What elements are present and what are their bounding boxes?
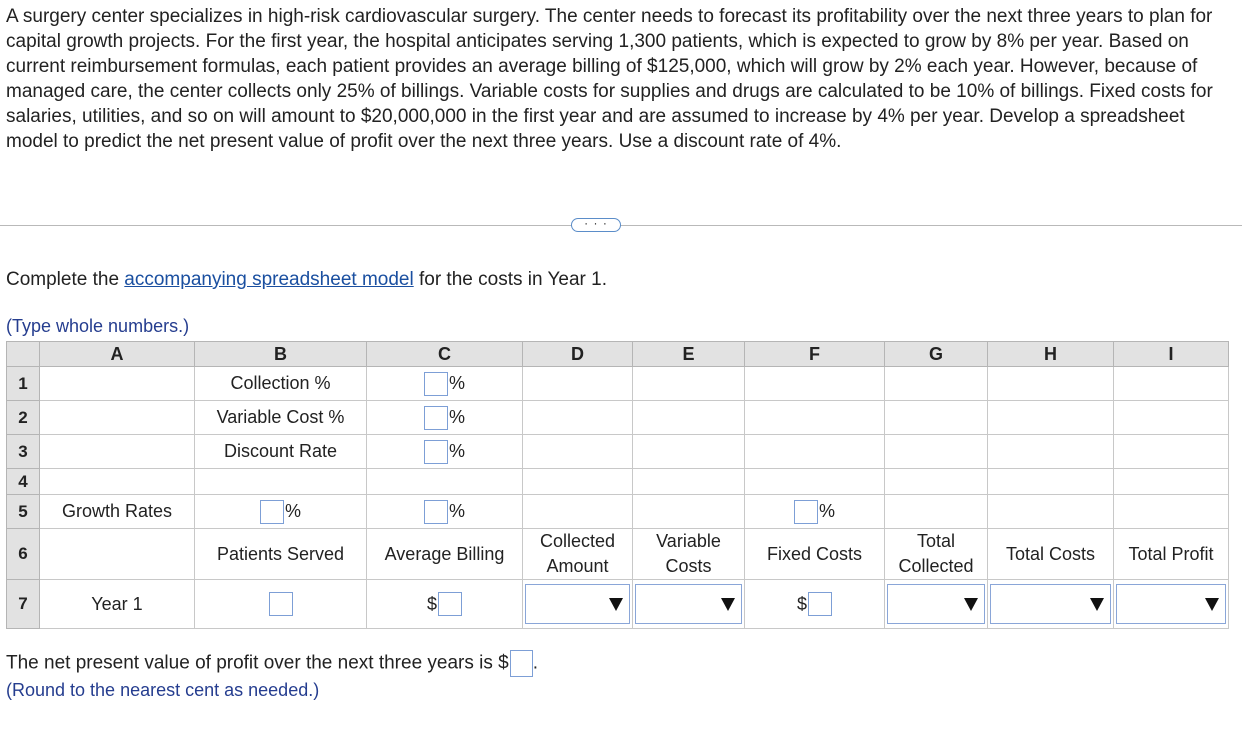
cell-b4 — [195, 469, 367, 495]
average-billing-input[interactable] — [438, 592, 462, 616]
column-header-h: H — [988, 342, 1114, 367]
cell-c4 — [367, 469, 523, 495]
cell-f5 — [745, 495, 885, 529]
type-whole-numbers-hint: (Type whole numbers.) — [6, 316, 190, 336]
cell-h7 — [988, 580, 1114, 629]
billing-growth-rate-input[interactable] — [424, 500, 448, 524]
patients-served-input[interactable] — [269, 592, 293, 616]
row-header-1: 1 — [7, 367, 40, 401]
variable-costs-label-line2: Costs — [665, 556, 712, 576]
percent-sign: % — [448, 441, 465, 461]
percent-sign: % — [448, 501, 465, 521]
cell-a6 — [40, 529, 195, 580]
sheet-row-1 — [7, 367, 1229, 401]
row-header-2: 2 — [7, 401, 40, 435]
cell-e5 — [633, 495, 745, 529]
rounding-hint: (Round to the nearest cent as needed.) — [6, 680, 320, 700]
dropdown-arrow-icon — [721, 598, 735, 611]
column-header-c: C — [367, 342, 523, 367]
cell-g3 — [885, 435, 988, 469]
column-header-a: A — [40, 342, 195, 367]
cell-a1 — [40, 367, 195, 401]
sheet-row-6 — [7, 529, 1229, 580]
cell-d3 — [523, 435, 633, 469]
corner-cell — [7, 342, 40, 367]
cell-d7 — [523, 580, 633, 629]
cell-i3 — [1114, 435, 1229, 469]
cell-i6: Total Profit — [1114, 529, 1229, 580]
cell-a7: Year 1 — [40, 580, 195, 629]
cell-h3 — [988, 435, 1114, 469]
cell-e7 — [633, 580, 745, 629]
cell-d4 — [523, 469, 633, 495]
cell-g2 — [885, 401, 988, 435]
cell-b6: Patients Served — [195, 529, 367, 580]
variable-costs-dropdown[interactable] — [635, 584, 742, 624]
section-divider — [0, 225, 1242, 226]
dollar-sign: $ — [796, 593, 807, 614]
cell-g1 — [885, 367, 988, 401]
cell-e2 — [633, 401, 745, 435]
total-collected-label-line1: Total — [916, 531, 956, 551]
cell-b1: Collection % — [195, 367, 367, 401]
cell-b3: Discount Rate — [195, 435, 367, 469]
cell-a5: Growth Rates — [40, 495, 195, 529]
dropdown-arrow-icon — [1205, 598, 1219, 611]
expand-more-button[interactable]: · · · — [571, 218, 621, 232]
cell-e3 — [633, 435, 745, 469]
cell-f2 — [745, 401, 885, 435]
cell-i2 — [1114, 401, 1229, 435]
cell-h5 — [988, 495, 1114, 529]
cell-h6: Total Costs — [988, 529, 1114, 580]
column-header-d: D — [523, 342, 633, 367]
percent-sign: % — [448, 373, 465, 393]
row-header-5: 5 — [7, 495, 40, 529]
cell-c3 — [367, 435, 523, 469]
variable-cost-percent-input[interactable] — [424, 406, 448, 430]
problem-statement: A surgery center specializes in high-risk cardiovascular surgery. The center needs to forecast its profitability over the next three years to plan for capital growth projects. For the first year, the hospital anticipates serving 1,300 patients, which is expected to grow by 8% per year. Based on current reimbursement formulas, each patient provides an average billing of $125,000, which will grow by 2% each year. However, because of managed care, the center collects only 25% of billings. Variable costs for supplies and drugs are calculated to be 10% of billings. Fixed costs for salaries, utilities, and so on will amount to $20,000,000 in the first year and are assumed to increase by 4% per year. Develop a spreadsheet model to predict the net present value of profit over the next three years. Use a discount rate of 4%. — [6, 6, 1213, 152]
cell-g7 — [885, 580, 988, 629]
cell-g5 — [885, 495, 988, 529]
row-header-4: 4 — [7, 469, 40, 495]
column-header-e: E — [633, 342, 745, 367]
discount-rate-input[interactable] — [424, 440, 448, 464]
collected-amount-dropdown[interactable] — [525, 584, 630, 624]
dropdown-arrow-icon — [1090, 598, 1104, 611]
cell-d2 — [523, 401, 633, 435]
cell-c7 — [367, 580, 523, 629]
column-header-g: G — [885, 342, 988, 367]
total-profit-dropdown[interactable] — [1116, 584, 1226, 624]
sheet-row-2 — [7, 401, 1229, 435]
dropdown-arrow-icon — [964, 598, 978, 611]
collection-percent-input[interactable] — [424, 372, 448, 396]
cell-c2 — [367, 401, 523, 435]
total-costs-dropdown[interactable] — [990, 584, 1111, 624]
cell-e6 — [633, 529, 745, 580]
cell-f3 — [745, 435, 885, 469]
cell-a2 — [40, 401, 195, 435]
variable-costs-label-line1: Variable — [656, 531, 721, 551]
cell-h1 — [988, 367, 1114, 401]
instruction-text: Complete the accompanying spreadsheet model for the costs in Year 1. — [6, 269, 607, 290]
column-header-row — [7, 342, 1229, 367]
cell-i4 — [1114, 469, 1229, 495]
cell-b5 — [195, 495, 367, 529]
cell-c6: Average Billing — [367, 529, 523, 580]
cell-c1 — [367, 367, 523, 401]
cell-g4 — [885, 469, 988, 495]
sheet-row-7 — [7, 580, 1229, 629]
cell-i1 — [1114, 367, 1229, 401]
sheet-row-3 — [7, 435, 1229, 469]
percent-sign: % — [284, 501, 301, 521]
percent-sign: % — [818, 501, 835, 521]
cell-f1 — [745, 367, 885, 401]
spreadsheet-table — [6, 341, 1229, 629]
cell-b2: Variable Cost % — [195, 401, 367, 435]
cell-i7 — [1114, 580, 1229, 629]
row-header-6: 6 — [7, 529, 40, 580]
dollar-sign: $ — [426, 593, 437, 614]
total-collected-dropdown[interactable] — [887, 584, 985, 624]
cell-e4 — [633, 469, 745, 495]
cell-i5 — [1114, 495, 1229, 529]
cell-g6 — [885, 529, 988, 580]
collected-amount-label-line2: Amount — [546, 556, 609, 576]
fixed-costs-input[interactable] — [808, 592, 832, 616]
total-collected-label-line2: Collected — [898, 556, 974, 576]
spreadsheet-model-link[interactable]: accompanying spreadsheet model — [124, 269, 414, 290]
cell-f4 — [745, 469, 885, 495]
patients-growth-rate-input[interactable] — [260, 500, 284, 524]
column-header-i: I — [1114, 342, 1229, 367]
cell-e1 — [633, 367, 745, 401]
cell-f6: Fixed Costs — [745, 529, 885, 580]
cell-d5 — [523, 495, 633, 529]
npv-answer-input[interactable] — [510, 650, 533, 677]
sheet-row-5 — [7, 495, 1229, 529]
row-header-7: 7 — [7, 580, 40, 629]
cell-d1 — [523, 367, 633, 401]
npv-question: The net present value of profit over the next three years is $ . — [6, 650, 538, 677]
cell-c5 — [367, 495, 523, 529]
cell-a4 — [40, 469, 195, 495]
collected-amount-label-line1: Collected — [539, 531, 616, 551]
dropdown-arrow-icon — [609, 598, 623, 611]
percent-sign: % — [448, 407, 465, 427]
cell-h4 — [988, 469, 1114, 495]
cell-f7 — [745, 580, 885, 629]
cell-b7 — [195, 580, 367, 629]
sheet-row-4 — [7, 469, 1229, 495]
column-header-b: B — [195, 342, 367, 367]
cell-h2 — [988, 401, 1114, 435]
row-header-3: 3 — [7, 435, 40, 469]
column-header-f: F — [745, 342, 885, 367]
fixed-costs-growth-rate-input[interactable] — [794, 500, 818, 524]
cell-d6 — [523, 529, 633, 580]
cell-a3 — [40, 435, 195, 469]
